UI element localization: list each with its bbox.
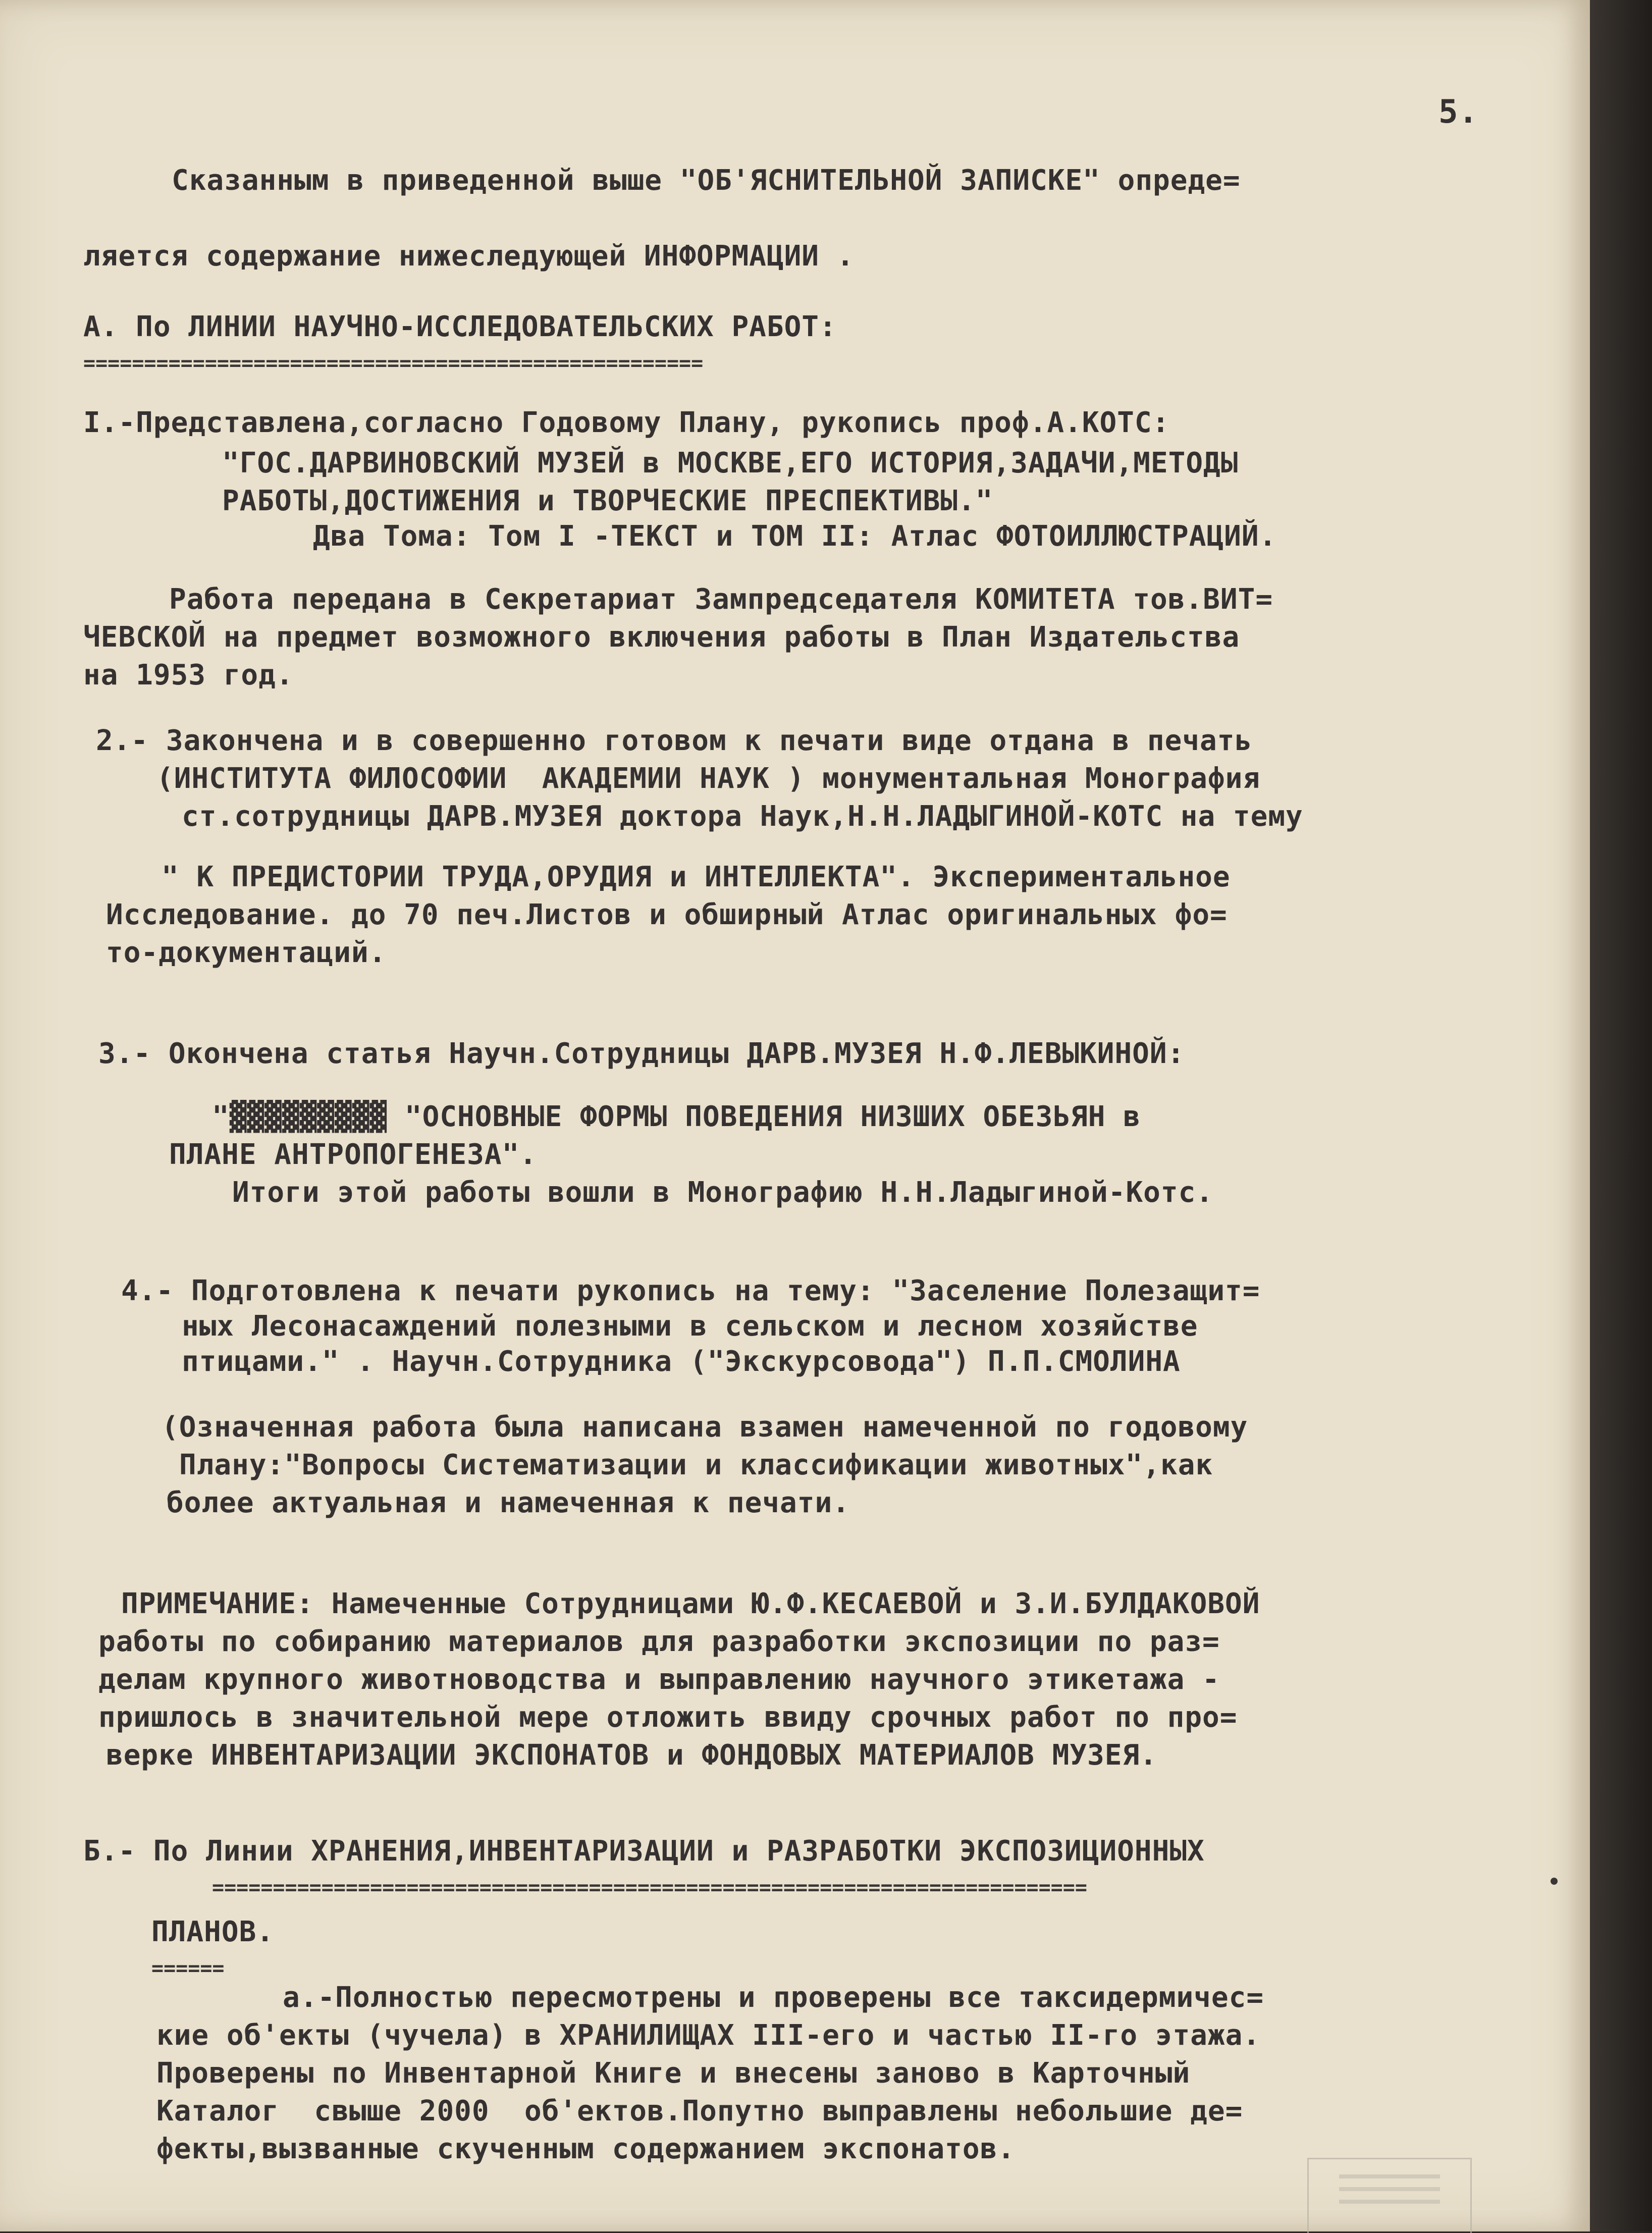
heading-underline: ======================================================================== bbox=[212, 1876, 1087, 1899]
ink-dot bbox=[1551, 1878, 1558, 1885]
text-line: кие об'екты (чучела) в ХРАНИЛИЩАХ III-его и частью II-го этажа. bbox=[156, 2019, 1261, 2052]
text-line: Плану:"Вопросы Систематизации и классификации животных",как bbox=[179, 1449, 1213, 1481]
text-line: ляется содержание нижеследующей ИНФОРМАЦИИ . bbox=[83, 240, 855, 273]
archive-stamp bbox=[1307, 2158, 1472, 2233]
text-line: РАБОТЫ,ДОСТИЖЕНИЯ и ТВОРЧЕСКИЕ ПРЕСПЕКТИВЫ." bbox=[222, 485, 993, 517]
text-line: "ГОС.ДАРВИНОВСКИЙ МУЗЕЙ в МОСКВЕ,ЕГО ИСТОРИЯ,ЗАДАЧИ,МЕТОДЫ bbox=[222, 447, 1239, 480]
text-line: I.-Представлена,согласно Годовому Плану, рукопись проф.А.КОТС: bbox=[83, 406, 1170, 439]
text-line: ПЛАНЕ АНТРОПОГЕНЕЗА". bbox=[169, 1138, 538, 1171]
scan-background-edge bbox=[1590, 0, 1652, 2231]
text-line: ПЛАНОВ. bbox=[151, 1916, 275, 1948]
text-line: ПРИМЕЧАНИЕ: Намеченные Сотрудницами Ю.Ф.КЕСАЕВОЙ и З.И.БУЛДАКОВОЙ bbox=[121, 1587, 1260, 1620]
text-line: фекты,вызванные скученным содержанием экспонатов. bbox=[156, 2133, 1016, 2165]
text-line: на 1953 год. bbox=[83, 659, 294, 692]
text-line: 2.- Закончена и в совершенно готовом к печати виде отдана в печать bbox=[96, 724, 1253, 757]
text-line: верке ИНВЕНТАРИЗАЦИИ ЭКСПОНАТОВ и ФОНДОВЫХ МАТЕРИАЛОВ МУЗЕЯ. bbox=[106, 1739, 1157, 1772]
text-line: 3.- Окончена статья Научн.Сотрудницы ДАРВ.МУЗЕЯ Н.Ф.ЛЕВЫКИНОЙ: bbox=[98, 1037, 1185, 1070]
text-line: ЧЕВСКОЙ на предмет возможного включения работы в План Издательства bbox=[83, 621, 1240, 654]
text-line: делам крупного животноводства и выправлению научного этикетажа - bbox=[98, 1663, 1220, 1696]
text-line: Итоги этой работы вошли в Монографию Н.Н.Ладыгиной-Котс. bbox=[232, 1176, 1214, 1209]
text-line: Работа передана в Секретариат Зампредседателя КОМИТЕТА тов.ВИТ= bbox=[169, 583, 1273, 616]
section-heading-a: А. По ЛИНИИ НАУЧНО-ИССЛЕДОВАТЕЛЬСКИХ РАБОТ: bbox=[83, 310, 837, 343]
text-line: пришлось в значительной мере отложить ввиду срочных работ по про= bbox=[98, 1701, 1238, 1734]
text-line: " К ПРЕДИСТОРИИ ТРУДА,ОРУДИЯ и ИНТЕЛЛЕКТА". Экспериментальное bbox=[162, 861, 1231, 893]
section-heading-b: Б.- По Линии ХРАНЕНИЯ,ИНВЕНТАРИЗАЦИИ и РАЗРАБОТКИ ЭКСПОЗИЦИОННЫХ bbox=[83, 1835, 1205, 1868]
text-line: (Означенная работа была написана взамен намеченной по годовому bbox=[162, 1411, 1248, 1444]
text-line: "▓▓▓▓▓▓▓▓▓ "ОСНОВНЫЕ ФОРМЫ ПОВЕДЕНИЯ НИЗШИХ ОБЕЗЬЯН в bbox=[212, 1100, 1141, 1133]
text-line: работы по собиранию материалов для разработки экспозиции по раз= bbox=[98, 1625, 1220, 1658]
text-line: более актуальная и намеченная к печати. bbox=[167, 1486, 850, 1519]
text-line: Проверены по Инвентарной Книге и внесены заново в Карточный bbox=[156, 2057, 1191, 2090]
text-line: Два Тома: Том I -ТЕКСТ и ТОМ II: Атлас ФОТОИЛЛЮСТРАЦИЙ. bbox=[313, 520, 1277, 553]
text-line: 4.- Подготовлена к печати рукопись на тему: "Заселение Полезащит= bbox=[121, 1274, 1260, 1307]
text-line: а.-Полностью пересмотрены и проверены все таксидермичес= bbox=[283, 1981, 1264, 2014]
text-line: ных Лесонасаждений полезными в сельском и лесном хозяйстве bbox=[182, 1310, 1198, 1343]
heading-underline: ====== bbox=[151, 1957, 225, 1980]
text-line: Исследование. до 70 печ.Листов и обширный Атлас оригинальных фо= bbox=[106, 898, 1228, 931]
text-line: ст.сотрудницы ДАРВ.МУЗЕЯ доктора Наук,Н.Н.ЛАДЫГИНОЙ-КОТС на тему bbox=[182, 800, 1303, 833]
page-number: 5. bbox=[1438, 93, 1479, 131]
text-line: (ИНСТИТУТА ФИЛОСОФИИ АКАДЕМИИ НАУК ) монументальная Монография bbox=[156, 762, 1261, 795]
text-line: Каталог свыше 2000 об'ектов.Попутно выправлены небольшие де= bbox=[156, 2095, 1243, 2128]
text-line: Сказанным в приведенной выше "ОБ'ЯСНИТЕЛЬНОЙ ЗАПИСКЕ" опреде= bbox=[172, 164, 1241, 197]
text-line: то-документаций. bbox=[106, 936, 387, 969]
heading-underline: =================================================== bbox=[83, 352, 704, 375]
text-line: птицами." . Научн.Сотрудника ("Экскурсовода") П.П.СМОЛИНА bbox=[182, 1345, 1181, 1378]
